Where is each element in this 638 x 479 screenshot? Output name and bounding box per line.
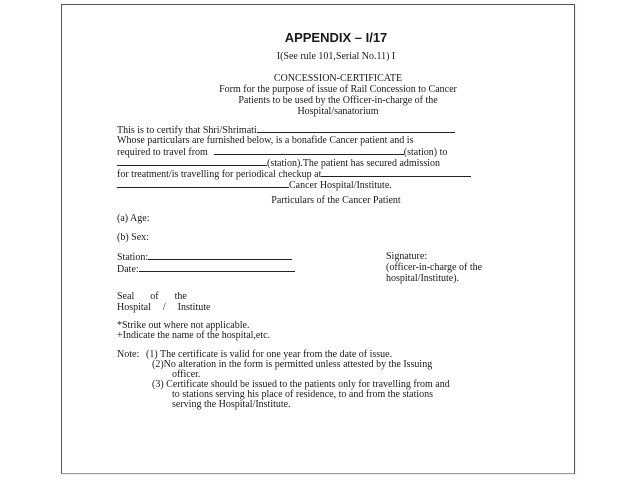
note-3a: (3) Certificate should be issued to the patients only for travelling from and — [152, 379, 450, 390]
note-3c: serving the Hospital/Institute. — [172, 399, 291, 410]
station-field — [117, 251, 292, 263]
seal-line-2 — [117, 302, 210, 313]
appendix-title: APPENDIX – I/17 — [284, 30, 388, 45]
certificate-heading: CONCESSION-CERTIFICATE — [273, 73, 403, 84]
footnote-strike: *Strike out where not applicable. — [117, 320, 250, 331]
note-3b: to stations serving his place of residence, to and from the stations — [172, 389, 434, 400]
to-station-blank — [117, 157, 267, 166]
document-page — [61, 4, 575, 474]
signature-label: Signature: — [386, 251, 428, 262]
note-label: Note: — [117, 349, 140, 360]
age-field: (a) Age: — [117, 213, 150, 224]
hospital-name-blank — [117, 179, 289, 188]
the-word: the — [174, 291, 187, 302]
from-station-blank — [214, 146, 404, 155]
body-line-2: Whose particulars are furnished below, is a bonafide Cancer patient and is — [117, 135, 414, 146]
hospital-word: Hospital — [117, 302, 151, 313]
travel-from-text: required to travel from — [117, 147, 208, 158]
patient-name-blank — [257, 124, 455, 133]
signature-sub-1: (officer-in-charge of the — [386, 262, 483, 273]
certificate-subtitle-1: Form for the purpose of issue of Rail Concession to Cancer — [219, 84, 457, 95]
slash: / — [162, 302, 166, 313]
rule-reference: I(See rule 101,Serial No.11) I — [276, 51, 396, 62]
station-blank — [148, 251, 292, 260]
institute-word: Institute — [177, 302, 211, 313]
hospital-text: Cancer Hospital/Institute. — [289, 180, 392, 191]
note-1: (1) The certificate is valid for one year from the date of issue. — [146, 349, 393, 360]
seal-line-1 — [117, 291, 187, 302]
date-field — [117, 263, 295, 275]
note-2b: officer. — [172, 369, 201, 380]
certify-text: This is to certify that Shri/Shrimati — [117, 125, 257, 136]
of-word: of — [150, 291, 159, 302]
body-line-6 — [117, 179, 392, 191]
seal-word: Seal — [117, 291, 135, 302]
certificate-subtitle-2: Patients to be used by the Officer-in-charge of the — [238, 95, 438, 106]
sex-field: (b) Sex: — [117, 232, 149, 243]
footnote-indicate: +Indicate the name of the hospital,etc. — [117, 330, 271, 341]
station-to-text: (station) to — [403, 147, 448, 158]
signature-sub-2: hospital/Institute). — [386, 273, 460, 284]
certificate-subtitle-3: Hospital/sanatorium — [297, 106, 379, 117]
station-label: Station: — [117, 252, 149, 263]
date-label: Date: — [117, 264, 139, 275]
admission-text: (station).The patient has secured admission — [267, 158, 441, 169]
date-blank — [139, 263, 295, 272]
checkup-text: for treatment/is travelling for periodical checkup at — [117, 169, 322, 180]
note-2a: (2)No alteration in the form is permitted unless attested by the Issuing — [152, 359, 433, 370]
particulars-heading: Particulars of the Cancer Patient — [271, 195, 401, 206]
checkup-blank — [321, 168, 471, 177]
